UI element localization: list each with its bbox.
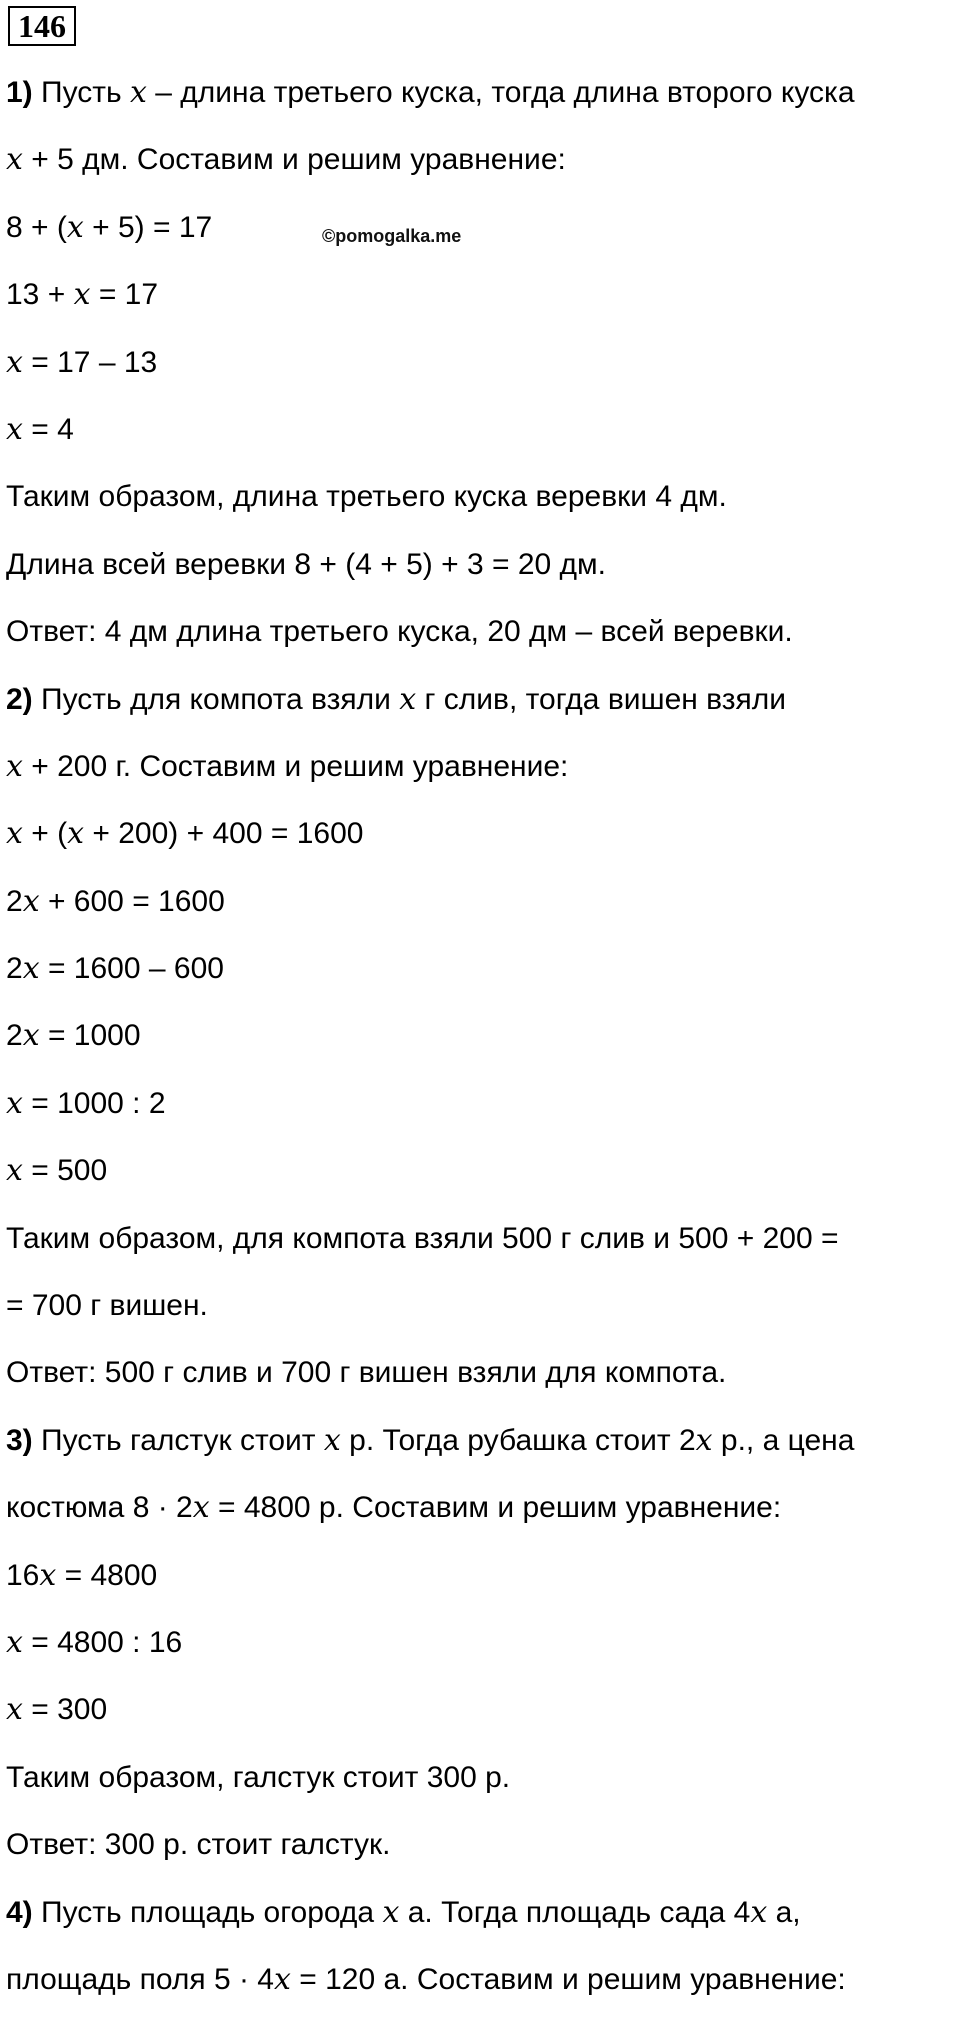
text-segment: Таким образом, галстук стоит 300 р. <box>6 1760 511 1794</box>
text-segment: р. Тогда рубашка стоит 2 <box>340 1423 696 1457</box>
text-line <box>6 1753 956 1820</box>
text-line <box>6 1079 956 1146</box>
solution-text <box>6 68 956 2022</box>
item-number: 2) <box>6 682 33 716</box>
variable-x: x <box>6 748 23 784</box>
text-segment: = 4800 : 16 <box>22 1625 183 1659</box>
text-segment: костюма 8 · 2 <box>6 1491 193 1525</box>
text-segment: Таким образом, длина третьего куска веревки 4 дм. <box>6 480 727 514</box>
text-line <box>6 203 956 270</box>
text-segment: Ответ: 500 г слив и 700 г вишен взяли для компота. <box>6 1356 727 1390</box>
text-segment: р., а цена <box>712 1423 855 1457</box>
text-segment: 2 <box>6 1019 23 1053</box>
text-line <box>6 405 956 472</box>
text-segment: Ответ: 4 дм длина третьего куска, 20 дм – всей веревки. <box>6 615 793 649</box>
text-line <box>6 1214 956 1281</box>
text-segment: г слив, тогда вишен взяли <box>416 682 787 716</box>
text-line <box>6 270 956 337</box>
variable-x: x <box>129 75 147 110</box>
variable-x: x <box>274 1961 291 1997</box>
text-segment: = 17 – 13 <box>22 345 158 379</box>
text-line <box>6 607 956 674</box>
text-line <box>6 1416 956 1483</box>
variable-x: x <box>22 883 40 919</box>
text-segment: Пусть площадь огорода <box>32 1895 383 1929</box>
text-segment: Таким образом, для компота взяли 500 г слив и 500 + 200 = <box>6 1221 839 1255</box>
text-line <box>6 809 956 876</box>
text-segment: площадь поля 5 · 4 <box>6 1962 274 1996</box>
variable-x: x <box>750 1894 768 1930</box>
item-number: 1) <box>6 76 33 109</box>
task-number-box: 146 <box>8 6 76 46</box>
text-segment: – длина третьего куска, тогда длина второго куска <box>146 76 855 109</box>
item-number: 3) <box>6 1423 33 1457</box>
text-segment: = 4 <box>22 412 74 446</box>
text-line <box>6 877 956 944</box>
variable-x: x <box>6 1085 23 1121</box>
text-line <box>6 1483 956 1550</box>
text-segment: = 500 <box>22 1154 108 1188</box>
text-line <box>6 1011 956 1078</box>
text-segment: а. Тогда площадь сада 4 <box>399 1895 751 1929</box>
text-segment: + 5 дм. Составим и решим уравнение: <box>22 143 566 177</box>
variable-x: x <box>6 344 23 380</box>
text-segment: = 17 <box>90 278 159 312</box>
variable-x: x <box>66 209 84 245</box>
text-line <box>6 1146 956 1213</box>
text-segment: + 600 = 1600 <box>39 884 225 918</box>
variable-x: x <box>22 951 40 987</box>
text-segment: = 300 <box>22 1693 108 1727</box>
variable-x: x <box>6 1153 23 1189</box>
text-line <box>6 135 956 202</box>
text-segment: + 200) + 400 = 1600 <box>84 817 364 851</box>
text-segment: = 4800 <box>56 1558 158 1592</box>
text-segment: = 1000 <box>39 1019 141 1053</box>
variable-x: x <box>695 1422 713 1458</box>
text-segment: + ( <box>22 817 68 851</box>
variable-x: x <box>323 1422 341 1458</box>
variable-x: x <box>6 411 23 447</box>
text-line <box>6 1551 956 1618</box>
text-line <box>6 944 956 1011</box>
text-segment: = 4800 р. Составим и решим уравнение: <box>209 1491 782 1525</box>
variable-x: x <box>73 277 91 313</box>
item-number: 4) <box>6 1895 33 1929</box>
text-segment: + 200 г. Составим и решим уравнение: <box>22 749 569 783</box>
text-segment: Ответ: 300 р. стоит галстук. <box>6 1828 391 1862</box>
text-segment: = 1000 : 2 <box>22 1086 166 1120</box>
watermark: ©pomogalka.me <box>322 226 462 246</box>
text-segment: 2 <box>6 952 23 986</box>
text-line <box>6 1888 956 1955</box>
text-line <box>6 540 956 607</box>
text-segment: 8 + ( <box>6 210 67 244</box>
variable-x: x <box>6 142 23 178</box>
text-segment: = 700 г вишен. <box>6 1289 208 1323</box>
text-line <box>6 338 956 405</box>
variable-x: x <box>382 1894 400 1930</box>
variable-x: x <box>22 1018 40 1054</box>
text-segment: Пусть для компота взяли <box>32 682 400 716</box>
text-segment: Пусть <box>32 76 130 109</box>
text-line <box>6 1955 956 2022</box>
text-line <box>6 742 956 809</box>
variable-x: x <box>6 1692 23 1728</box>
text-segment: а, <box>767 1895 801 1929</box>
variable-x: x <box>67 816 85 852</box>
text-line <box>6 1820 956 1887</box>
text-line <box>6 675 956 742</box>
text-line <box>6 1618 956 1685</box>
text-line <box>6 472 956 539</box>
variable-x: x <box>192 1490 210 1526</box>
text-segment: Длина всей веревки 8 + (4 + 5) + 3 = 20 дм. <box>6 547 606 581</box>
text-line <box>6 68 956 135</box>
variable-x: x <box>39 1557 57 1593</box>
text-line <box>6 1348 956 1415</box>
text-segment: Пусть галстук стоит <box>32 1423 324 1457</box>
variable-x: x <box>6 1624 23 1660</box>
text-segment: 13 + <box>6 278 74 312</box>
text-segment: 2 <box>6 884 23 918</box>
text-segment: = 1600 – 600 <box>39 952 224 986</box>
text-line <box>6 1685 956 1752</box>
text-line <box>6 1281 956 1348</box>
variable-x: x <box>6 816 23 852</box>
variable-x: x <box>399 681 417 717</box>
text-segment: + 5) = 17 <box>83 210 213 244</box>
text-segment: = 120 а. Составим и решим уравнение: <box>290 1962 846 1996</box>
text-segment: 16 <box>6 1558 40 1592</box>
